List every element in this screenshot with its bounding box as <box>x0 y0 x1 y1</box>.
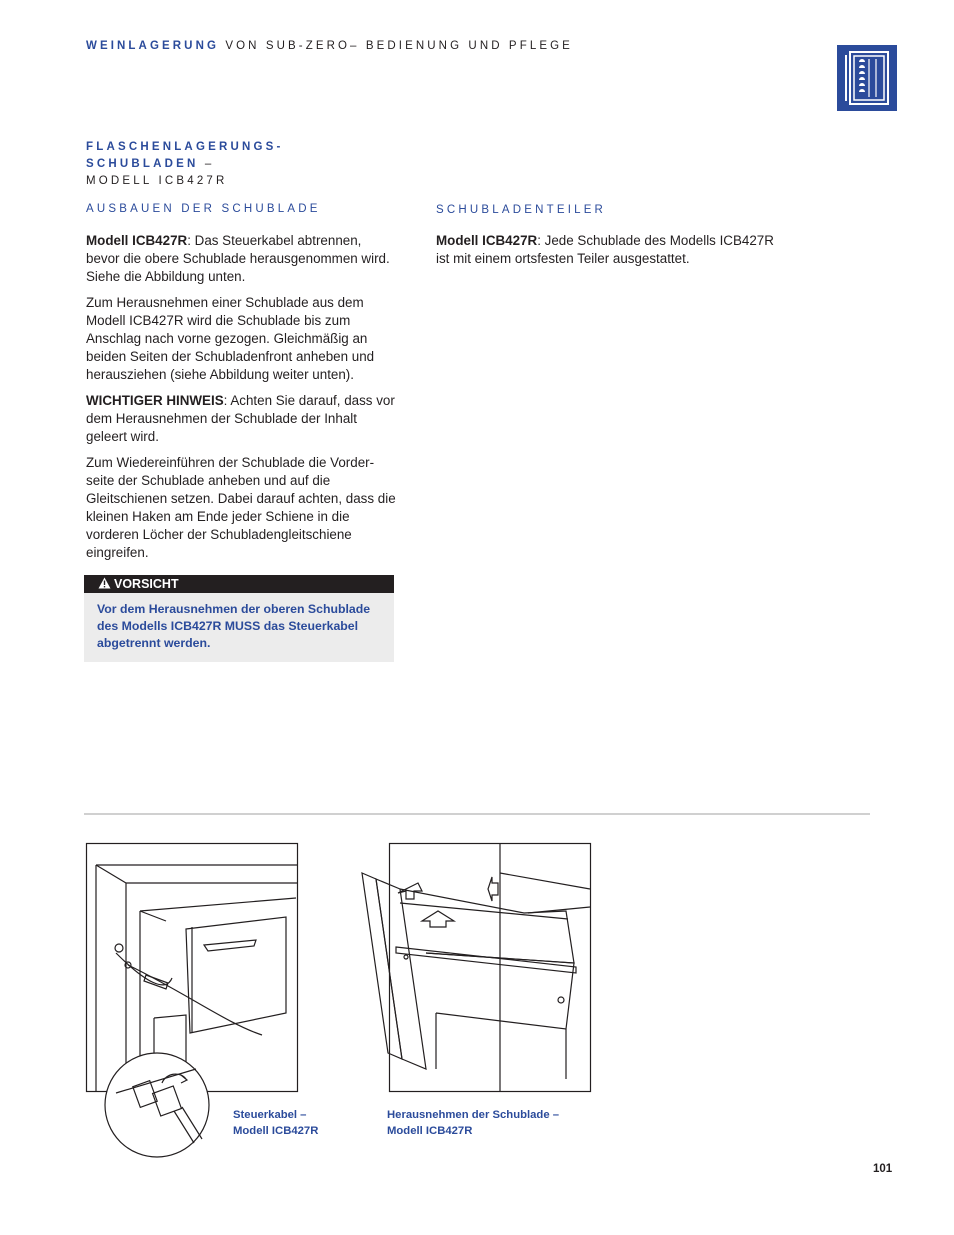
page-number: 101 <box>873 1163 893 1175</box>
section-model: MODELL ICB427R <box>86 175 228 187</box>
paragraph-4: Zum Wiedereinführen der Schublade die Vorder-seite der Schublade anheben und auf die Gleitschienen setzen. Dabei darauf achten, dass die kleinen Haken am Ende jeder Schiene in die vorderen Löcher der Schubladengleitschiene eingreifen. <box>86 455 396 560</box>
wine-storage-icon <box>837 45 897 111</box>
fig1-caption-line2: Modell ICB427R <box>233 1125 319 1137</box>
warning-triangle-icon <box>98 577 111 589</box>
p1-bold: Modell ICB427R <box>86 233 188 248</box>
figure-1-caption <box>233 1107 318 1139</box>
warning-box <box>84 575 394 662</box>
section-title <box>86 139 284 190</box>
fig1-caption-line1: Steuerkabel – <box>233 1109 307 1121</box>
right-heading: SCHUBLADENTEILER <box>436 204 607 216</box>
running-header <box>86 40 573 52</box>
left-column <box>86 232 398 570</box>
header-title-rest: VON SUB-ZERO– BEDIENUNG UND PFLEGE <box>219 40 573 52</box>
paragraph-3 <box>86 392 398 446</box>
drawer-removal-illustration <box>356 843 592 1103</box>
p3-text: : Achten Sie darauf, dass vor dem Herausnehmen der Schublade der Inhalt geleert wird. <box>86 393 395 444</box>
warning-label: VORSICHT <box>114 577 179 591</box>
right-column <box>436 232 786 276</box>
p1-text: : Das Steuerkabel abtrennen, bevor die obere Schublade herausgenommen wird. Siehe die Abbildung unten. <box>86 233 390 284</box>
warning-text: Vor dem Herausnehmen der oberen Schublade des Modells ICB427R MUSS das Steuerkabel abgetrennt werden. <box>84 593 394 662</box>
right-p1-text: : Jede Schublade des Modells ICB427R ist mit einem ortsfesten Teiler ausgestattet. <box>436 233 774 266</box>
p3-bold: WICHTIGER HINWEIS <box>86 393 224 408</box>
section-title-line2: SCHUBLADEN <box>86 158 199 170</box>
figure-2-caption <box>387 1107 559 1139</box>
fig2-caption-line1: Herausnehmen der Schublade – <box>387 1109 560 1121</box>
paragraph-1 <box>86 232 398 286</box>
warning-bar <box>84 575 394 593</box>
section-title-line1: FLASCHENLAGERUNGS- <box>86 141 284 153</box>
fig2-caption-line2: Modell ICB427R <box>387 1125 473 1137</box>
section-divider <box>84 813 870 815</box>
header-title-bold: WEINLAGERUNG <box>86 40 220 52</box>
right-p1-bold: Modell ICB427R <box>436 233 538 248</box>
right-paragraph-1 <box>436 232 786 268</box>
paragraph-2: Zum Herausnehmen einer Schublade aus dem Modell ICB427R wird die Schublade bis zum Anschlag nach vorne gezogen. Gleichmäßig an beiden Seiten der Schubladenfront anheben und herausziehen (siehe Abbildung weiter unten). <box>86 295 375 382</box>
left-heading: AUSBAUEN DER SCHUBLADE <box>86 203 321 215</box>
section-title-dash: – <box>198 158 215 170</box>
